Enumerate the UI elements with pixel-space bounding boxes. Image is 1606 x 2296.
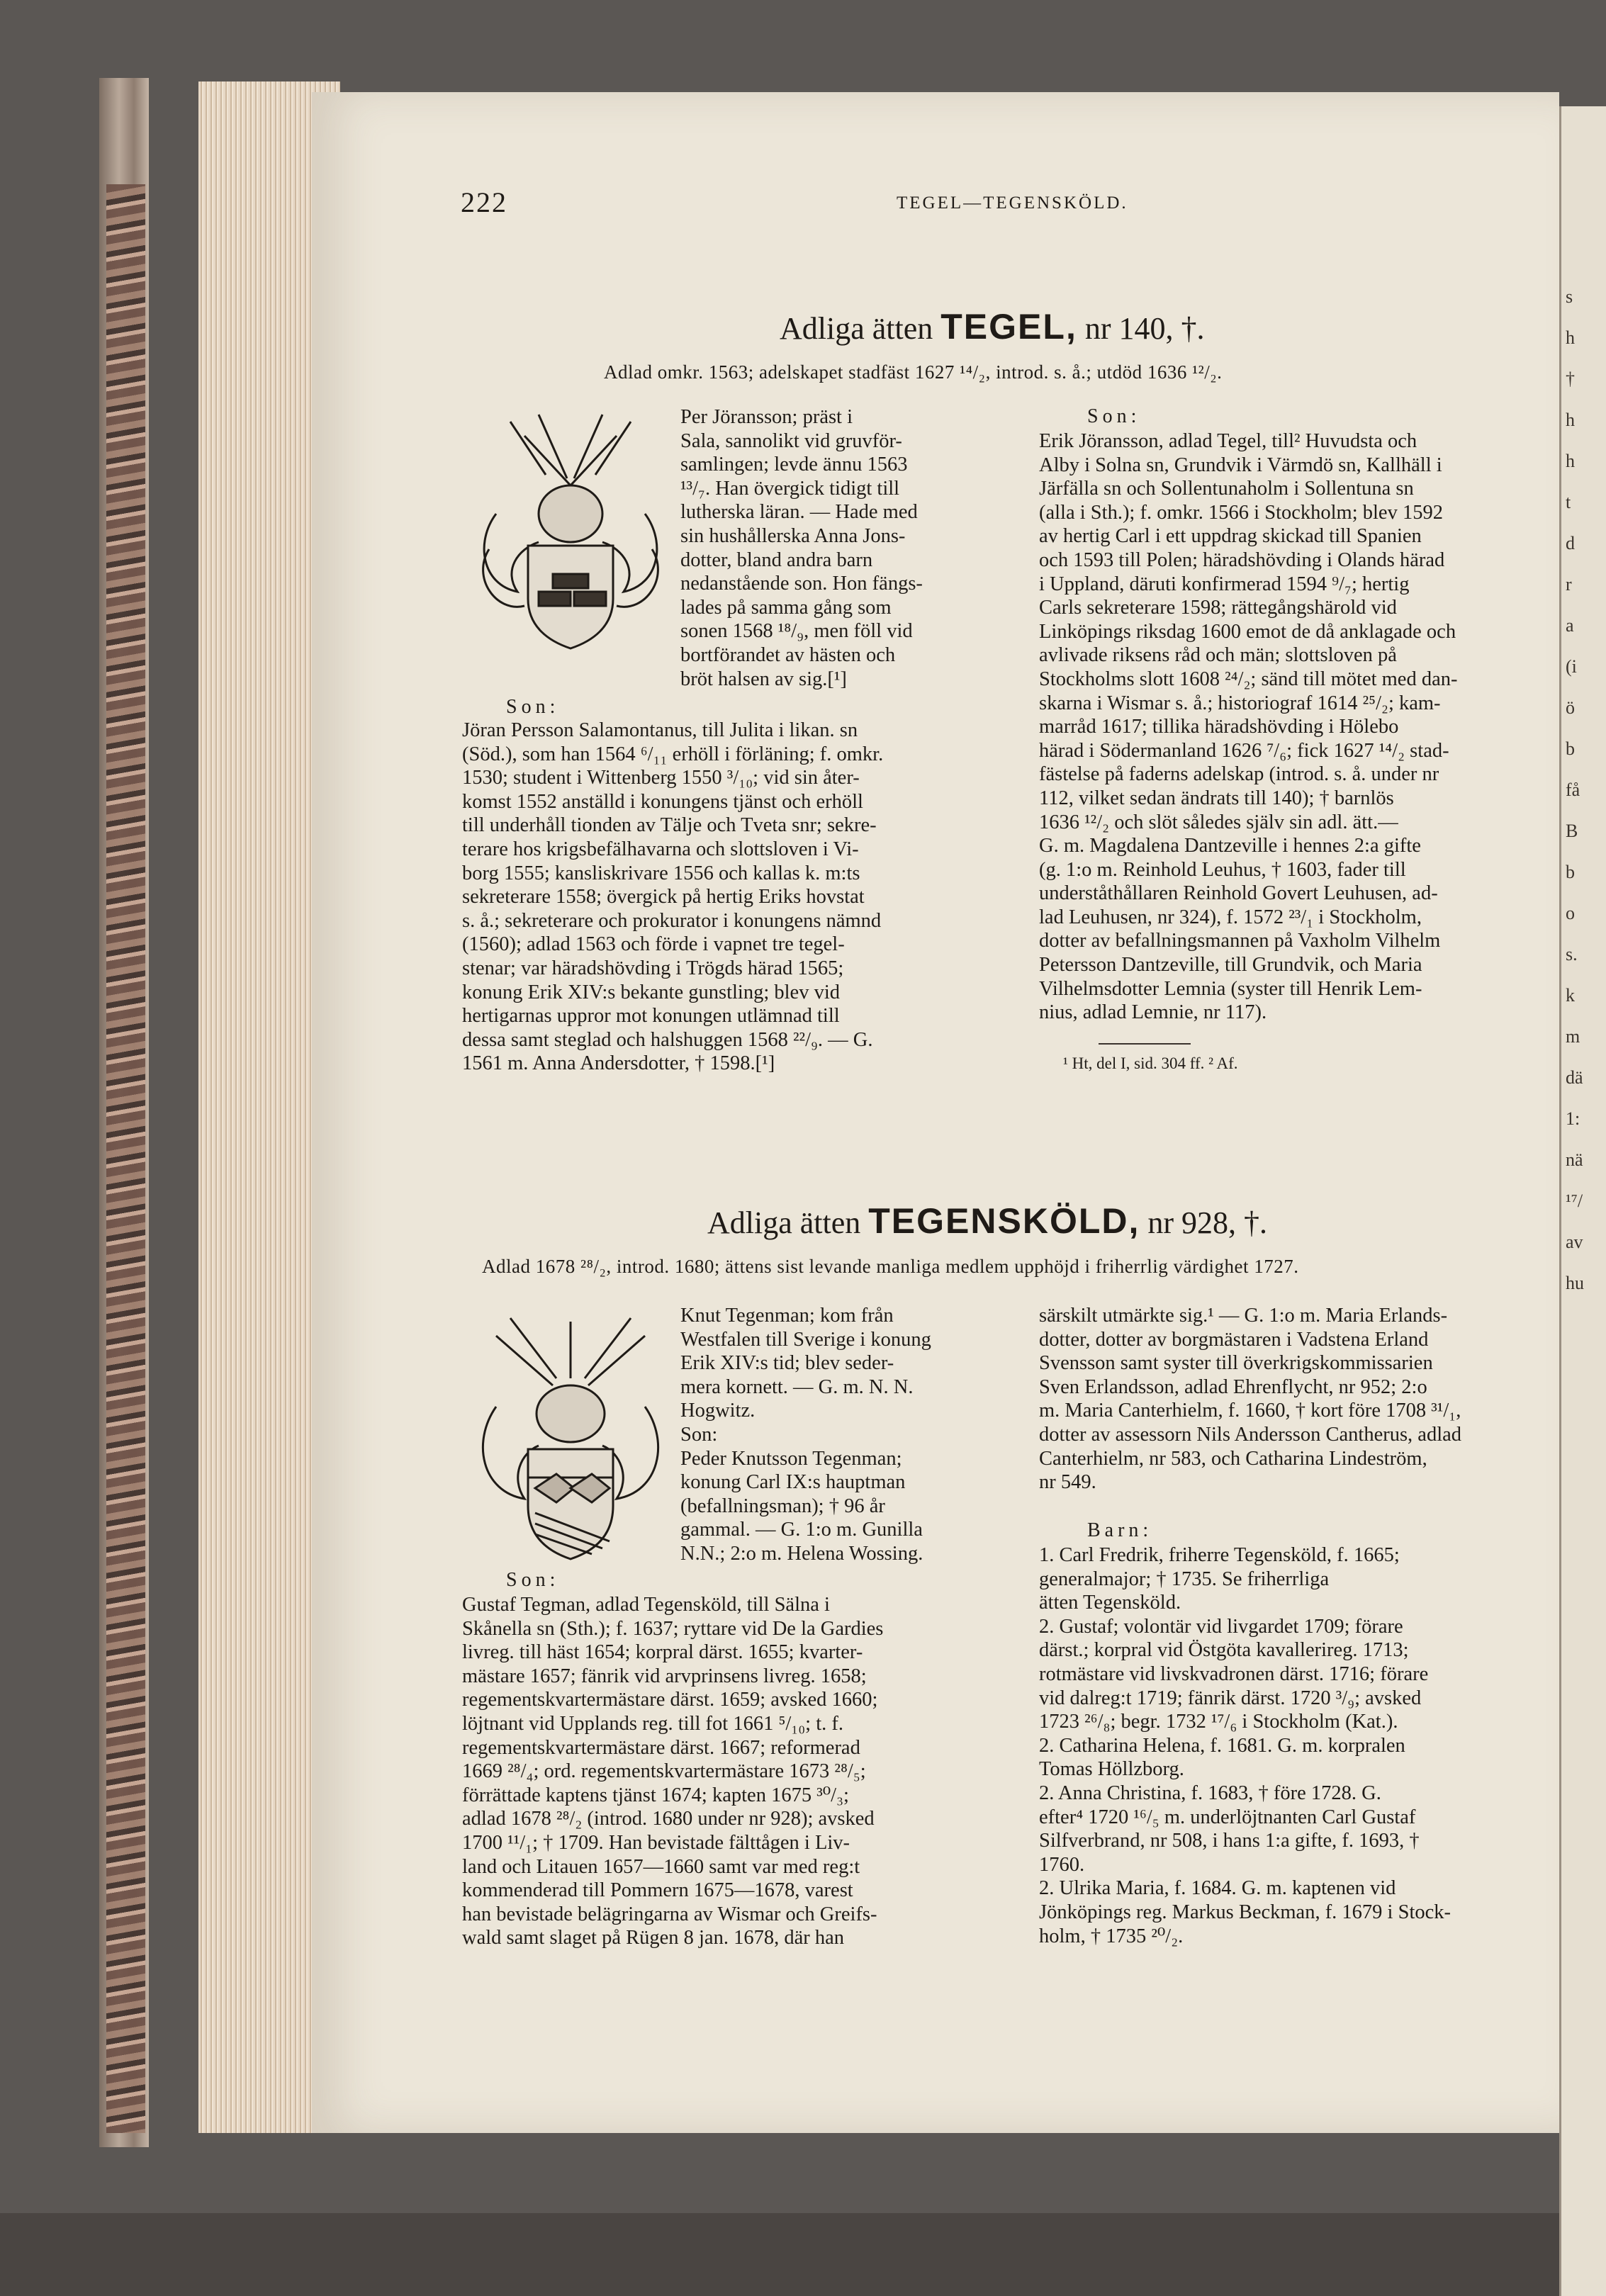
tegenskold-left-top-line: mera kornett. — G. m. N. N. (680, 1375, 914, 1398)
tegel-left-top-line: nedanstående son. Hon fängs- (680, 573, 923, 595)
tegel-right-line: Stockholms slott 1608 ²⁴/₂; sänd till mötet med dan- (1039, 668, 1458, 690)
tegel-right-line: underståthållaren Reinhold Govert Leuhusen, ad- (1039, 882, 1438, 905)
tegel-son-label-left: Son: (506, 696, 560, 718)
tegel-left-top-line: sonen 1568 ¹⁸/₉, men föll vid (680, 620, 913, 643)
facing-page-text: s. (1566, 944, 1578, 964)
tegenskold-right-bottom-line: 2. Gustaf; volontär vid livgardet 1709; förare (1039, 1615, 1403, 1638)
tegenskold-title-suffix: nr 928, †. (1147, 1205, 1268, 1240)
tegenskold-right-top-line: m. Maria Canterhielm, f. 1660, † kort före 1708 ³¹/₁, (1039, 1400, 1461, 1422)
tegel-left-bottom-line: stenar; var häradshövding i Trögds härad 1565; (462, 957, 844, 979)
tegenskold-left-bottom-line: Gustaf Tegman, adlad Tegensköld, till Sälna i (462, 1594, 830, 1616)
tegel-left-bottom-line: (Söd.), som han 1564 ⁶/₁₁ erhöll i förläning; f. omkr. (462, 743, 884, 765)
tegel-coat-of-arms-icon (468, 407, 673, 655)
tegenskold-left-top-line: Westfalen till Sverige i konung (680, 1328, 931, 1351)
facing-page-text: r (1566, 574, 1572, 595)
tegel-title-name: TEGEL, (940, 307, 1077, 347)
tegenskold-left-bottom-line: löjtnant vid Upplands reg. till fot 1661 ⁵/₁₀; t. f. (462, 1712, 844, 1735)
tegenskold-right-top-line: Sven Erlandsson, adlad Ehrenflycht, nr 952; 2:o (1039, 1375, 1427, 1398)
footnote-rule (1099, 1043, 1191, 1045)
tegenskold-right-bottom-line: holm, † 1735 ²⁰/₂. (1039, 1925, 1184, 1947)
tegenskold-right-top-line: Canterhielm, nr 583, och Catharina Lindeström, (1039, 1447, 1427, 1470)
facing-page-text: B (1566, 821, 1578, 841)
facing-page-text: k (1566, 985, 1575, 1006)
tegel-left-bottom-line: Jöran Persson Salamontanus, till Julita i likan. sn (462, 719, 858, 741)
tegenskold-right-top-line: dotter av assessorn Nils Andersson Cantherus, adlad (1039, 1423, 1462, 1446)
tegel-left-top-line: lades på samma gång som (680, 596, 892, 619)
facing-page-text: ¹⁷/ (1566, 1191, 1583, 1211)
tegenskold-left-top-line: Erik XIV:s tid; blev seder- (680, 1352, 894, 1375)
facing-page-text: a (1566, 615, 1574, 636)
tegel-left-top-line: Per Jöransson; präst i (680, 406, 853, 428)
tegenskold-right-bottom-line: vid dalreg:t 1719; fänrik därst. 1720 ³/₉; avsked (1039, 1687, 1422, 1709)
tegenskold-left-bottom-line: wald samt slaget på Rügen 8 jan. 1678, där han (462, 1927, 844, 1949)
tegenskold-left-top-line: (befallningsman); † 96 år (680, 1495, 885, 1517)
marbled-endpaper (106, 184, 145, 2133)
tegenskold-barn-label: Barn: (1087, 1519, 1153, 1541)
tegenskold-right-top (1039, 1304, 1539, 1495)
tegenskold-right-bottom-line: 1723 ²⁶/₈; begr. 1732 ¹⁷/₆ i Stockholm (Kat.). (1039, 1711, 1398, 1733)
tegenskold-left-bottom-line: regementskvartermästare därst. 1667; reformerad (462, 1736, 860, 1759)
tegenskold-right-top-line: särskilt utmärkte sig.¹ — G. 1:o m. Maria Erlands- (1039, 1305, 1448, 1327)
tegenskold-left-bottom-line: adlad 1678 ²⁸/₂ (introd. 1680 under nr 928); avsked (462, 1808, 875, 1830)
tegel-left-bottom-line: dessa samt steglad och halshuggen 1568 ²²/₉. — G. (462, 1028, 873, 1051)
tegenskold-left-bottom-line: 1669 ²⁸/₄; ord. regementskvartermästare 1673 ²⁸/₅; (462, 1760, 866, 1783)
tegenskold-left-bottom-line: land och Litauen 1657—1660 samt var med reg:t (462, 1855, 860, 1878)
tegel-right-line: Vilhelmsdotter Lemnia (syster till Henrik Lem- (1039, 977, 1422, 1000)
tegel-right-line: G. m. Magdalena Dantzeville i hennes 2:a gifte (1039, 835, 1421, 857)
tegel-son-label-right: Son: (1087, 405, 1141, 427)
facing-page-text: b (1566, 862, 1575, 882)
tegenskold-coat-of-arms-icon (468, 1307, 673, 1570)
tegel-right-line: (g. 1:o m. Reinhold Leuhus, † 1603, fader till (1039, 858, 1406, 881)
tegenskold-left-bottom-line: 1700 ¹¹/₁; † 1709. Han bevistade fälttågen i Liv- (462, 1831, 850, 1854)
tegenskold-left-top (680, 1304, 996, 1566)
facing-page-text: s (1566, 286, 1573, 307)
tegel-left-bottom-line: 1530; student i Wittenberg 1550 ³/₁₀; vid sin åter- (462, 767, 860, 789)
tegel-left-bottom (462, 719, 997, 1076)
tegel-left-top-line: bröt halsen av sig.[¹] (680, 668, 847, 690)
tegenskold-subtitle: Adlad 1678 ²⁸/₂, introd. 1680; ättens sist levande manliga medlem upphöjd i friherrlig värdighet 1727. (482, 1256, 1299, 1277)
facing-page-text: o (1566, 903, 1575, 923)
tegel-right-line: lad Leuhusen, nr 324), f. 1572 ²³/₁ i Stockholm, (1039, 906, 1422, 928)
tegenskold-left-top-line: Peder Knutsson Tegenman; (680, 1447, 902, 1470)
tegel-right-line: Petersson Dantzeville, till Grundvik, och Maria (1039, 954, 1422, 977)
tegenskold-right-bottom-line: 2. Anna Christina, f. 1683, † före 1728. G. (1039, 1782, 1381, 1804)
tegenskold-right-bottom (1039, 1543, 1539, 1948)
tegel-left-top-line: sin hushållerska Anna Jons- (680, 524, 906, 547)
tegel-right-line: skarna i Wismar s. å.; historiograf 1614 ²⁵/₂; kam- (1039, 692, 1441, 714)
tegenskold-left-top-line: gammal. — G. 1:o m. Gunilla (680, 1519, 923, 1541)
tegenskold-right-bottom-line: generalmajor; † 1735. Se friherrliga (1039, 1568, 1330, 1590)
tegenskold-left-top-line: konung Carl IX:s hauptman (680, 1471, 906, 1494)
tegel-right-line: Carls sekreterare 1598; rättegångshärold vid (1039, 597, 1397, 619)
facing-page-text: av (1566, 1232, 1583, 1252)
tegel-left-bottom-line: sekreterare 1558; övergick på hertig Eriks hovstat (462, 886, 865, 908)
tegenskold-left-bottom-line: han bevistade belägringarna av Wismar och Greifs- (462, 1903, 877, 1925)
tegel-right-line: av hertig Carl i ett uppdrag skickad till Spanien (1039, 525, 1422, 548)
tegenskold-right-bottom-line: 2. Catharina Helena, f. 1681. G. m. korpralen (1039, 1734, 1405, 1757)
tegel-left-top-line: bortförandet av hästen och (680, 643, 896, 666)
tegenskold-title (707, 1200, 1267, 1242)
tegenskold-right-bottom-line: 1760. (1039, 1853, 1085, 1876)
tegenskold-right-bottom-line: därst.; korpral vid Östgöta kavallerireg. 1713; (1039, 1639, 1409, 1662)
tegel-right-line: Alby i Solna sn, Grundvik i Värmdö sn, Kallhäll i (1039, 454, 1442, 476)
facing-page-text: 1: (1566, 1108, 1580, 1129)
tegel-left-top-line: dotter, bland andra barn (680, 548, 873, 571)
tegel-title-suffix: nr 140, †. (1084, 311, 1205, 346)
tegenskold-right-bottom-line: Silfverbrand, nr 508, i hans 1:a gifte, f. 1693, † (1039, 1830, 1420, 1852)
tegenskold-left-bottom-line: livreg. till häst 1654; korpral därst. 1655; kvarter- (462, 1641, 863, 1664)
tegel-left-top (680, 405, 996, 691)
facing-page-text: t (1566, 492, 1571, 512)
tegel-footnote: ¹ Ht, del I, sid. 304 ff. ² Af. (1063, 1054, 1238, 1072)
tegenskold-right-bottom-line: Tomas Höllzborg. (1039, 1758, 1184, 1781)
facing-page-text: nä (1566, 1149, 1583, 1170)
tegel-right-line: Järfälla sn och Sollentunaholm i Sollentuna sn (1039, 478, 1414, 500)
tegenskold-left-top-line: Knut Tegenman; kom från (680, 1305, 894, 1327)
tegenskold-left-top-line: N.N.; 2:o m. Helena Wossing. (680, 1542, 923, 1565)
tegenskold-right-top-line: Svensson samt syster till överkrigskommissarien (1039, 1352, 1433, 1375)
facing-page-text: d (1566, 533, 1575, 553)
tegel-left-bottom-line: s. å.; sekreterare och prokurator i konungens nämnd (462, 909, 882, 932)
tegel-right-line: fästelse på faderns adelskap (introd. s. å. under nr (1039, 763, 1439, 786)
tegenskold-right-bottom-line: Jönköpings reg. Markus Beckman, f. 1679 i Stock- (1039, 1901, 1451, 1923)
tegenskold-left-bottom-line: mästare 1657; fänrik vid arvprinsens livreg. 1658; (462, 1665, 867, 1687)
facing-page-fragment (1559, 106, 1606, 2296)
tegenskold-right-bottom-line: efter⁴ 1720 ¹⁶/₅ m. underlöjtnanten Carl Gustaf (1039, 1806, 1416, 1828)
tegenskold-right-bottom-line: ätten Tegensköld. (1039, 1592, 1181, 1614)
running-title: TEGEL—TEGENSKÖLD. (897, 193, 1128, 213)
tegenskold-title-prefix: Adliga ätten (707, 1205, 861, 1240)
tegel-left-bottom-line: 1561 m. Anna Andersdotter, † 1598.[¹] (462, 1052, 775, 1075)
tegel-left-bottom-line: konung Erik XIV:s bekante gunstling; blev vid (462, 981, 840, 1003)
tegel-right-line: nius, adlad Lemnie, nr 117). (1039, 1001, 1267, 1024)
tegenskold-right-bottom-line: 1. Carl Fredrik, friherre Tegensköld, f. 1665; (1039, 1544, 1400, 1566)
tegenskold-son-label-left: Son: (506, 1569, 560, 1591)
tegel-left-top-line: lutherska läran. — Hade med (680, 501, 918, 524)
tegenskold-left-top-line: Hogwitz. (680, 1400, 756, 1422)
tegenskold-right-bottom-line: 2. Ulrika Maria, f. 1684. G. m. kaptenen vid (1039, 1877, 1396, 1900)
tegel-right-line: och 1593 till Polen; häradshövding i Olands härad (1039, 548, 1445, 571)
tegenskold-title-name: TEGENSKÖLD, (868, 1201, 1140, 1241)
facing-page-text: dä (1566, 1067, 1583, 1088)
tegel-right-line: 1636 ¹²/₂ och slöt således själv sin adl. ätt.— (1039, 811, 1398, 833)
tegel-right-line: i Uppland, däruti konfirmerad 1594 ⁹/₇; hertig (1039, 573, 1410, 595)
tegel-right-column (1039, 429, 1539, 1025)
tegel-left-bottom-line: hertigarnas uppror mot konungen utlämnad till (462, 1005, 840, 1028)
tegel-title-prefix: Adliga ätten (780, 311, 933, 346)
facing-page-text: h (1566, 410, 1575, 430)
tegel-right-line: marråd 1617; tillika häradshövding i Hölebo (1039, 716, 1399, 738)
facing-page-text: † (1566, 368, 1575, 389)
tegenskold-left-bottom (462, 1593, 997, 1950)
facing-page-text: hu (1566, 1273, 1584, 1293)
tegenskold-left-bottom-line: förrättade kaptens tjänst 1674; kapten 1675 ³⁰/₃; (462, 1784, 849, 1806)
tegel-subtitle: Adlad omkr. 1563; adelskapet stadfäst 1627 ¹⁴/₂, introd. s. å.; utdöd 1636 ¹²/₂. (604, 361, 1223, 383)
tegenskold-right-bottom-line: rotmästare vid livskvadronen därst. 1716; förare (1039, 1662, 1429, 1685)
tegenskold-left-bottom-line: regementskvartermästare därst. 1659; avsked 1660; (462, 1689, 878, 1711)
tegenskold-left-bottom-line: kommenderad till Pommern 1675—1678, varest (462, 1879, 853, 1902)
tegenskold-left-bottom-line: Skånella sn (Sth.); f. 1637; ryttare vid De la Gardies (462, 1617, 884, 1640)
tegel-left-top-line: ¹³/₇. Han övergick tidigt till (680, 477, 900, 500)
tegel-left-bottom-line: till underhåll tionden av Tälje och Tveta snr; sekre- (462, 814, 877, 837)
tegel-left-bottom-line: (1560); adlad 1563 och förde i vapnet tre tegel- (462, 933, 845, 956)
tegenskold-right-top-line: dotter, dotter av borgmästaren i Vadstena Erland (1039, 1328, 1429, 1351)
facing-page-text: h (1566, 327, 1575, 348)
facing-page-text: få (1566, 780, 1580, 800)
tegel-right-line: avlivade riksens råd och män; slottsloven på (1039, 644, 1397, 667)
facing-page-text: h (1566, 451, 1575, 471)
tegel-left-bottom-line: terare hos krigsbefälhavarna och slottsloven i Vi- (462, 838, 859, 860)
tegel-left-bottom-line: komst 1552 anställd i konungens tjänst och erhöll (462, 790, 863, 813)
tegel-right-line: 112, vilket sedan ändrats till 140); † barnlös (1039, 787, 1394, 809)
tegel-title (780, 306, 1205, 347)
tegel-left-top-line: Sala, sannolikt vid gruvför- (680, 429, 902, 452)
tegel-left-top-line: samlingen; levde ännu 1563 (680, 454, 908, 476)
tegel-right-line: härad i Södermanland 1626 ⁷/₆; fick 1627 ¹⁴/₂ stad- (1039, 739, 1449, 762)
tegel-right-line: (alla i Sth.); f. omkr. 1566 i Stockholm; blev 1592 (1039, 501, 1443, 524)
tegenskold-right-top-line: nr 549. (1039, 1471, 1096, 1494)
facing-page-text: b (1566, 738, 1575, 759)
facing-page-text: (i (1566, 656, 1577, 677)
tegel-right-line: Erik Jöransson, adlad Tegel, till² Huvudsta och (1039, 430, 1417, 452)
facing-page-text: ö (1566, 697, 1575, 718)
tegel-right-line: Linköpings riksdag 1600 emot de då anklagade och (1039, 620, 1456, 643)
facing-page-text: m (1566, 1026, 1580, 1047)
page-number: 222 (461, 186, 507, 218)
tegel-left-bottom-line: borg 1555; kansliskrivare 1556 och kallas k. m:ts (462, 862, 860, 884)
tegel-right-line: dotter av befallningsmannen på Vaxholm Vilhelm (1039, 930, 1441, 952)
tegenskold-left-top-line: Son: (680, 1423, 718, 1446)
